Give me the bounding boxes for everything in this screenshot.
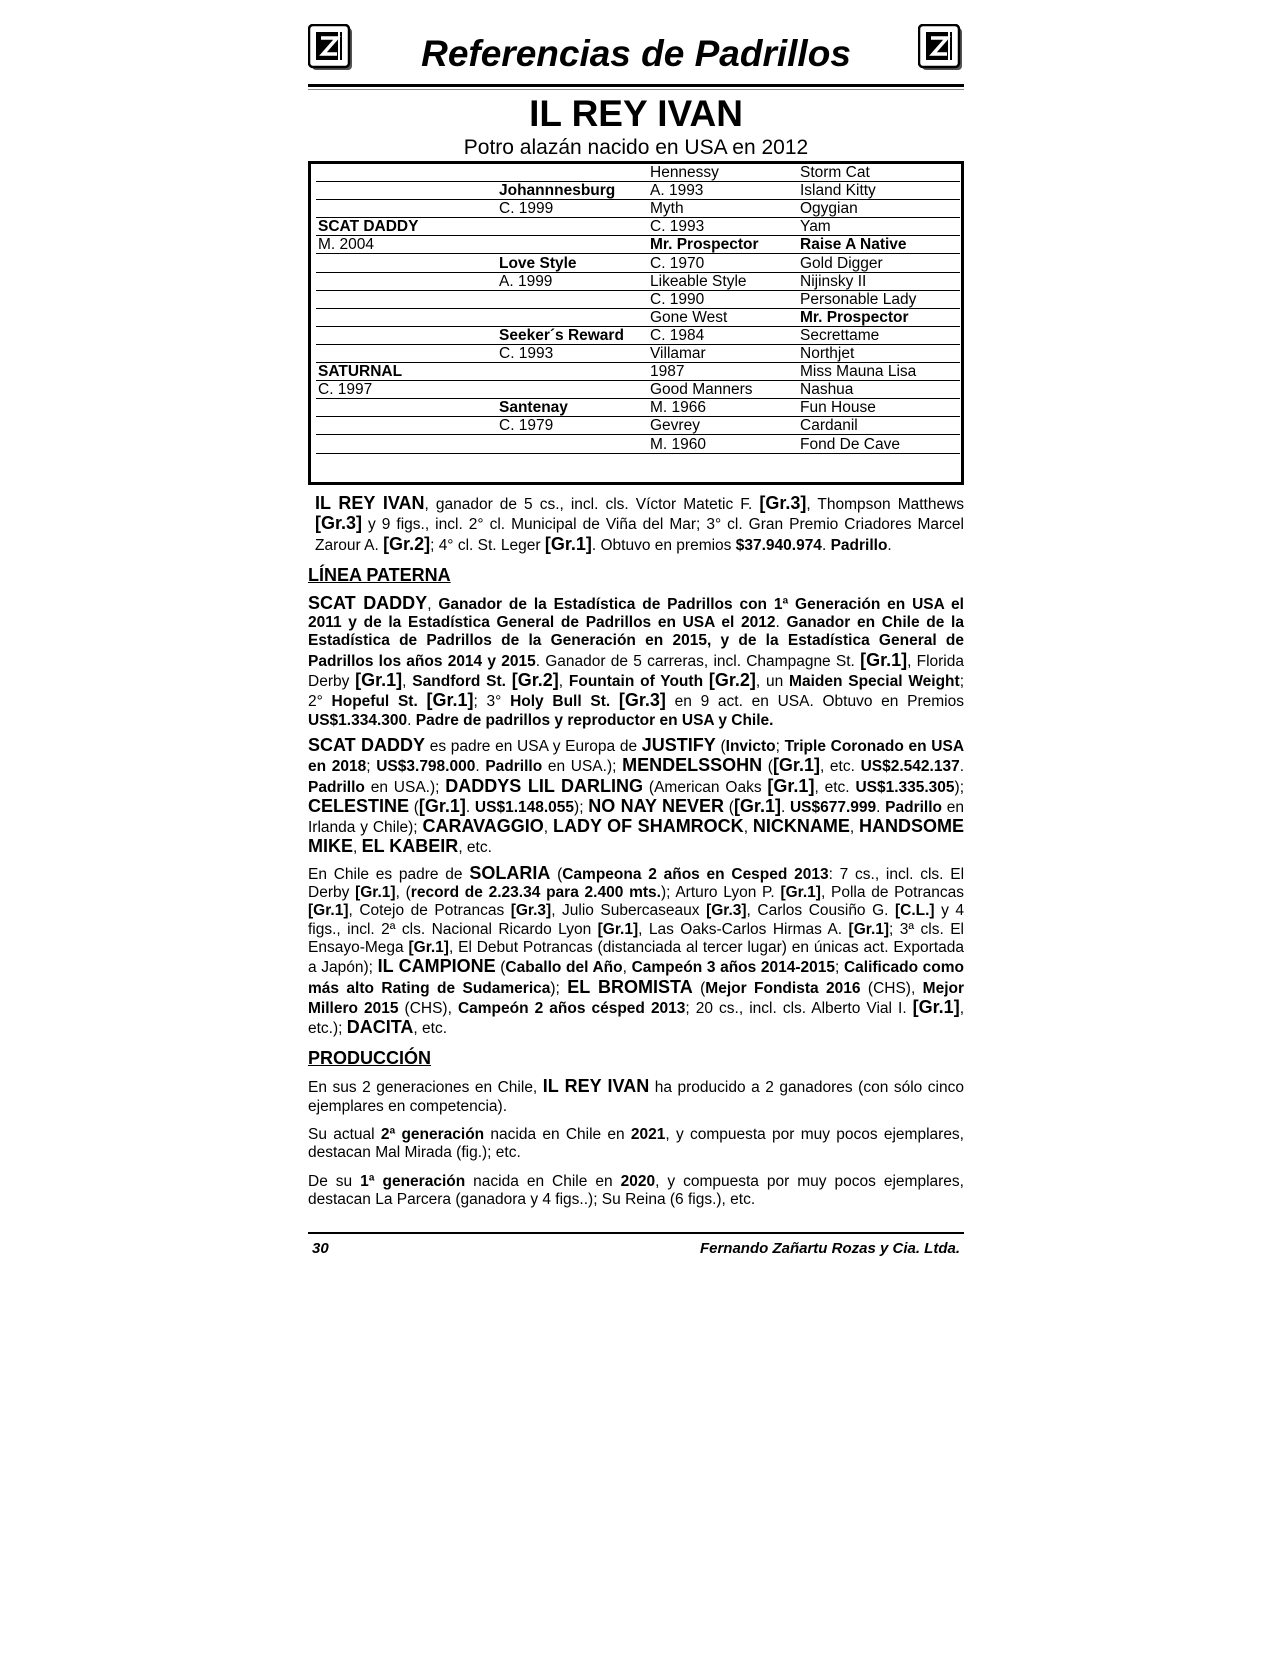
pedigree-cell xyxy=(497,236,648,254)
pedigree-cell: Miss Mauna Lisa xyxy=(798,363,960,381)
text-run: ); xyxy=(550,979,568,997)
pedigree-cell: Myth xyxy=(648,200,798,218)
text-run: [Gr.3] xyxy=(510,902,552,920)
text-run: US$677.999 xyxy=(789,798,877,816)
highlighted-name: [Gr.1] xyxy=(772,755,820,776)
highlighted-name: IL REY IVAN xyxy=(542,1076,650,1097)
highlighted-name: [Gr.1] xyxy=(912,996,960,1017)
pedigree-cell: Love Style xyxy=(497,254,648,272)
pedigree-row xyxy=(316,344,960,362)
pedigree-cell xyxy=(316,344,497,362)
text-run: ( xyxy=(550,865,563,883)
text-run: Mejor Fondista 2016 xyxy=(705,979,861,997)
highlighted-name: SOLARIA xyxy=(469,862,551,883)
pedigree-cell: SCAT DADDY xyxy=(316,218,497,236)
pedigree-row xyxy=(316,182,960,200)
text-run: , un xyxy=(755,673,790,691)
pedigree-cell xyxy=(497,308,648,326)
pedigree-cell xyxy=(497,381,648,399)
text-run: ; 3° xyxy=(473,693,511,711)
highlighted-name: CARAVAGGIO xyxy=(422,816,544,837)
footer-company: Fernando Zañartu Rozas y Cia. Ltda. xyxy=(699,1240,960,1257)
text-run: 2ª generación xyxy=(380,1126,485,1144)
pedigree-cell xyxy=(316,399,497,417)
pedigree-cell: Gevrey xyxy=(648,417,798,435)
pedigree-cell xyxy=(497,435,648,453)
text-run: Padrillo xyxy=(308,778,365,796)
text-run: . xyxy=(407,711,416,729)
pedigree-cell: Likeable Style xyxy=(648,272,798,290)
pedigree-cell: C. 1979 xyxy=(497,417,648,435)
pedigree-row xyxy=(316,381,960,399)
pedigree-cell: Mr. Prospector xyxy=(798,308,960,326)
pedigree-cell xyxy=(316,326,497,344)
pedigree-cell xyxy=(316,290,497,308)
pedigree-row xyxy=(316,218,960,236)
produccion-section xyxy=(308,1077,964,1209)
text-run: . xyxy=(475,758,486,776)
text-run: 1ª generación xyxy=(360,1172,466,1190)
text-run: Campeón 2 años césped 2013 xyxy=(457,999,686,1017)
text-run: , Carlos Cousiño G. xyxy=(746,902,895,920)
pedigree-cell: Personable Lady xyxy=(798,290,960,308)
text-run: , xyxy=(427,595,439,613)
text-run: 2020 xyxy=(620,1172,656,1190)
highlighted-name: [Gr.3] xyxy=(618,690,666,711)
pedigree-cell: Nashua xyxy=(798,381,960,399)
text-run: nacida en Chile en xyxy=(465,1172,621,1190)
text-run: , xyxy=(402,673,413,691)
text-run: en 9 act. en USA. Obtuvo en Premios xyxy=(665,693,964,711)
pedigree-cell: C. 1990 xyxy=(648,290,798,308)
stud-logo-icon xyxy=(918,24,964,72)
pedigree-cell: Ogygian xyxy=(798,200,960,218)
highlighted-name: [Gr.1] xyxy=(418,795,466,816)
pedigree-cell xyxy=(316,417,497,435)
pedigree-cell: Yam xyxy=(798,218,960,236)
highlighted-name: NO NAY NEVER xyxy=(588,795,725,816)
highlighted-name: [Gr.2] xyxy=(511,670,559,691)
pedigree-row xyxy=(316,326,960,344)
text-run: en USA.); xyxy=(542,758,623,776)
text-run: De su xyxy=(308,1172,361,1190)
section-title-linea-paterna: LÍNEA PATERNA xyxy=(308,564,451,585)
highlighted-name: LADY OF SHAMROCK xyxy=(552,816,744,837)
produccion-paragraph xyxy=(308,1173,964,1210)
text-run: ); xyxy=(574,798,589,816)
text-run: 2021 xyxy=(630,1126,666,1144)
text-run: ( xyxy=(692,979,706,997)
text-run: ; 3ª cls. El Ensayo-Mega xyxy=(308,920,964,956)
horse-summary xyxy=(308,494,964,555)
highlighted-name: [Gr.1] xyxy=(544,533,592,554)
pedigree-cell: Johannnesburg xyxy=(497,182,648,200)
pedigree-cell: Northjet xyxy=(798,344,960,362)
highlighted-name: SCAT DADDY xyxy=(308,592,428,613)
text-run: Invicto xyxy=(725,737,776,755)
pedigree-cell: C. 1984 xyxy=(648,326,798,344)
text-run: (CHS), xyxy=(398,999,458,1017)
text-run: US$3.798.000 xyxy=(376,758,476,776)
page xyxy=(308,22,964,1209)
pedigree-row xyxy=(316,236,960,254)
highlighted-name: EL KABEIR xyxy=(361,836,459,857)
text-run: Padrillo xyxy=(485,758,543,776)
pedigree-cell: A. 1993 xyxy=(648,182,798,200)
pedigree-cell: Storm Cat xyxy=(798,164,960,182)
pedigree-row xyxy=(316,308,960,326)
text-run: . Obtuvo en premios xyxy=(591,536,736,554)
text-run: $37.940.974 xyxy=(735,536,822,554)
page-number: 30 xyxy=(312,1240,329,1257)
text-run: , ( xyxy=(395,884,411,902)
pedigree-cell: Mr. Prospector xyxy=(648,236,798,254)
text-run: Calificado como más alto Rating de Sudamerica xyxy=(308,959,965,997)
pedigree-cell xyxy=(316,182,497,200)
text-run: . xyxy=(775,614,787,632)
text-run: [Gr.1] xyxy=(597,920,639,938)
pedigree-cell: A. 1999 xyxy=(497,272,648,290)
highlighted-name: SCAT DADDY xyxy=(308,734,426,755)
text-run: , xyxy=(849,819,859,837)
text-run: Hopeful St. xyxy=(331,693,427,711)
text-run: Padrillo xyxy=(885,798,943,816)
highlighted-name: IL REY IVAN xyxy=(315,493,425,513)
text-run: US$1.335.305 xyxy=(855,778,955,796)
highlighted-name: DADDYS LIL DARLING xyxy=(445,775,644,796)
text-run: Sandford St. xyxy=(412,673,512,691)
highlighted-name: CELESTINE xyxy=(308,795,410,816)
text-run: Maiden Special Weight xyxy=(789,673,960,691)
pedigree-cell: Gold Digger xyxy=(798,254,960,272)
text-run: [Gr.1] xyxy=(355,884,396,902)
produccion-paragraph xyxy=(308,1126,964,1163)
text-run: y 4 figs., incl. 2ª cls. Nacional Ricardo Lyon xyxy=(308,902,964,938)
text-run: Mejor Millero 2015 xyxy=(308,979,965,1017)
text-run: Campeona 2 años en Cesped 2013 xyxy=(562,865,829,883)
text-run: Ganador de la Estadística de Padrillos con 1ª Generación en USA el 2011 y de la Estadística General de Padrillos en USA el 2012 xyxy=(308,595,964,632)
text-run: Caballo del Año xyxy=(505,959,623,977)
horse-name: IL REY IVAN xyxy=(529,93,743,134)
highlighted-name: [Gr.3] xyxy=(315,513,363,534)
highlighted-name: [Gr.2] xyxy=(708,670,756,691)
text-run: , xyxy=(353,839,362,857)
text-run: , etc. xyxy=(413,1020,448,1038)
footer xyxy=(308,1232,964,1257)
pedigree-table xyxy=(316,164,960,454)
pedigree-cell: Cardanil xyxy=(798,417,960,435)
pedigree-cell: Good Manners xyxy=(648,381,798,399)
pedigree-cell: Nijinsky II xyxy=(798,272,960,290)
highlighted-name: HANDSOME MIKE xyxy=(308,816,965,857)
text-run: , xyxy=(622,959,632,977)
pedigree-cell xyxy=(316,272,497,290)
horse-subtitle: Potro alazán nacido en USA en 2012 xyxy=(463,136,809,159)
pedigree-cell xyxy=(316,200,497,218)
pedigree-cell: Fond De Cave xyxy=(798,435,960,453)
text-run: Su actual xyxy=(308,1126,381,1144)
pedigree-cell xyxy=(316,164,497,182)
pedigree-row xyxy=(316,200,960,218)
pedigree-cell: SATURNAL xyxy=(316,363,497,381)
text-run: y 9 figs., incl. 2° cl. Municipal de Viña del Mar; 3° cl. Gran Premio Criadores Marcel Zarour A. xyxy=(315,516,964,554)
text-run: . xyxy=(821,536,831,554)
pedigree-cell: 1987 xyxy=(648,363,798,381)
pedigree-cell: Villamar xyxy=(648,344,798,362)
pedigree-row xyxy=(316,435,960,453)
text-run: , etc. xyxy=(819,758,861,776)
text-run: , Cotejo de Potrancas xyxy=(348,902,511,920)
pedigree-cell: M. 1960 xyxy=(648,435,798,453)
text-run: ; 2° xyxy=(308,673,965,711)
paterna-paragraph xyxy=(308,864,964,1039)
text-run: , Florida Derby xyxy=(308,652,964,691)
highlighted-name: EL BROMISTA xyxy=(567,976,693,997)
text-run: ; xyxy=(366,758,377,776)
pedigree-box xyxy=(308,161,964,485)
pedigree-cell: Hennessy xyxy=(648,164,798,182)
text-run: Triple Coronado en USA en 2018 xyxy=(308,737,965,776)
text-run: , etc. xyxy=(458,839,492,857)
paterna-paragraph xyxy=(308,736,964,858)
pedigree-cell: Raise A Native xyxy=(798,236,960,254)
text-run: . xyxy=(780,798,790,816)
highlighted-name: JUSTIFY xyxy=(641,734,716,755)
text-run: [Gr.1] xyxy=(408,938,449,956)
text-run: ( xyxy=(409,798,419,816)
text-run: , ganador de 5 cs., incl. cls. Víctor Matetic F. xyxy=(424,496,760,513)
highlighted-name: MENDELSSOHN xyxy=(622,755,763,776)
text-run: Holy Bull St. xyxy=(510,693,619,711)
pedigree-cell: Island Kitty xyxy=(798,182,960,200)
pedigree-cell: Fun House xyxy=(798,399,960,417)
highlighted-name: [Gr.1] xyxy=(355,670,403,691)
pedigree-row xyxy=(316,254,960,272)
text-run: , Las Oaks-Carlos Hirmas A. xyxy=(638,920,849,938)
pedigree-cell: C. 1997 xyxy=(316,381,497,399)
text-run: es padre en USA y Europa de xyxy=(425,737,642,755)
text-run: ( xyxy=(724,798,734,816)
text-run: . xyxy=(876,798,886,816)
highlighted-name: [Gr.1] xyxy=(733,795,781,816)
text-run: . xyxy=(465,798,475,816)
pedigree-row xyxy=(316,290,960,308)
text-run: [C.L.] xyxy=(894,902,935,920)
text-run: , xyxy=(543,819,553,837)
highlighted-name: DACITA xyxy=(346,1017,414,1038)
pedigree-row xyxy=(316,164,960,182)
text-run: Fountain of Youth xyxy=(568,673,709,691)
pedigree-cell: Secrettame xyxy=(798,326,960,344)
pedigree-cell: C. 1993 xyxy=(497,344,648,362)
text-run: , etc.); xyxy=(308,999,964,1038)
text-run: Padrillo xyxy=(830,536,888,554)
pedigree-cell xyxy=(497,164,648,182)
pedigree-cell xyxy=(497,218,648,236)
text-run: record de 2.23.34 para 2.400 mts. xyxy=(410,884,661,902)
text-run: [Gr.1] xyxy=(848,920,890,938)
text-run: , xyxy=(558,673,569,691)
text-run: , Julio Subercaseaux xyxy=(551,902,707,920)
text-run: [Gr.1] xyxy=(780,884,821,902)
highlighted-name: [Gr.1] xyxy=(426,690,474,711)
text-run: [Gr.3] xyxy=(706,902,747,920)
text-run: . xyxy=(887,536,892,554)
text-run: ( xyxy=(495,959,506,977)
pedigree-row xyxy=(316,272,960,290)
paterna-paragraph xyxy=(308,594,964,730)
pedigree-cell xyxy=(316,435,497,453)
text-run: ( xyxy=(715,737,726,755)
paterna-section xyxy=(308,594,964,1039)
text-run: (American Oaks xyxy=(643,778,768,796)
text-run: ); xyxy=(954,778,965,796)
text-run: , Thompson Matthews xyxy=(806,496,965,513)
text-run: . Ganador de 5 carreras, incl. Champagne St. xyxy=(535,652,861,670)
pedigree-cell: Seeker´s Reward xyxy=(497,326,648,344)
pedigree-cell xyxy=(497,290,648,308)
pedigree-cell: M. 1966 xyxy=(648,399,798,417)
text-run: en Irlanda y Chile); xyxy=(308,798,964,837)
header xyxy=(308,22,964,87)
pedigree-cell: M. 2004 xyxy=(316,236,497,254)
pedigree-cell xyxy=(497,363,648,381)
pedigree-cell: C. 1999 xyxy=(497,200,648,218)
text-run: ha producido a 2 ganadores (con sólo cinco ejemplares en competencia). xyxy=(308,1079,964,1115)
text-run: , y compuesta por muy pocos ejemplares, destacan Mal Mirada (fig.); etc. xyxy=(308,1126,964,1162)
pedigree-cell: Santenay xyxy=(497,399,648,417)
text-run: ; 20 cs., incl. cls. Alberto Vial I. xyxy=(685,999,913,1017)
text-run: ); Arturo Lyon P. xyxy=(660,884,781,902)
text-run: , xyxy=(743,819,753,837)
pedigree-cell: C. 1993 xyxy=(648,218,798,236)
highlighted-name: [Gr.1] xyxy=(767,775,815,796)
highlighted-name: [Gr.1] xyxy=(860,649,908,670)
pedigree-row xyxy=(316,363,960,381)
pedigree-cell xyxy=(316,308,497,326)
text-run: Padre de padrillos y reproductor en USA y Chile. xyxy=(415,711,774,729)
text-run: En Chile es padre de xyxy=(308,865,470,883)
text-run: Ganador en Chile de la Estadística de Padrillos de la Generación en 2015, y de la Estadística General de Padrillos los años 2014 y 2015 xyxy=(308,614,964,670)
highlighted-name: NICKNAME xyxy=(752,816,850,837)
pedigree-row xyxy=(316,399,960,417)
highlighted-name: IL CAMPIONE xyxy=(377,956,496,977)
text-run: ; xyxy=(835,959,844,977)
text-run: , y compuesta por muy pocos ejemplares, destacan La Parcera (ganadora y 4 figs..); Su Reina (6 figs.), etc. xyxy=(308,1172,964,1208)
text-run: (CHS), xyxy=(860,979,923,997)
text-run: en USA.); xyxy=(364,778,446,796)
text-run: ; xyxy=(775,737,785,755)
text-run: : 7 cs., incl. cls. El Derby xyxy=(308,865,965,902)
text-run: . xyxy=(959,758,964,776)
text-run: ( xyxy=(762,758,773,776)
text-run: US$2.542.137 xyxy=(860,758,960,776)
text-run: , Polla de Potrancas xyxy=(820,884,964,902)
text-run: Campeón 3 años 2014-2015 xyxy=(631,959,836,977)
text-run: [Gr.1] xyxy=(308,902,349,920)
section-title-produccion: PRODUCCIÓN xyxy=(308,1048,432,1069)
produccion-paragraph xyxy=(308,1077,964,1116)
highlighted-name: [Gr.2] xyxy=(383,533,431,554)
text-run: , El Debut Potrancas (distanciada al tercer lugar) en únicas act. Exportada a Japón); xyxy=(308,938,964,977)
pedigree-cell: C. 1970 xyxy=(648,254,798,272)
highlighted-name: [Gr.3] xyxy=(759,493,807,513)
pedigree-row xyxy=(316,417,960,435)
text-run: En sus 2 generaciones en Chile, xyxy=(308,1079,543,1097)
text-run: nacida en Chile en xyxy=(484,1126,631,1144)
pedigree-cell xyxy=(316,254,497,272)
pedigree-cell: Gone West xyxy=(648,308,798,326)
text-run: US$1.334.300 xyxy=(308,711,408,729)
header-title: Referencias de Padrillos xyxy=(421,33,851,74)
text-run: ; 4° cl. St. Leger xyxy=(430,536,545,554)
summary-paragraph xyxy=(315,494,964,555)
text-run: US$1.148.055 xyxy=(474,798,575,816)
text-run: , etc. xyxy=(814,778,856,796)
